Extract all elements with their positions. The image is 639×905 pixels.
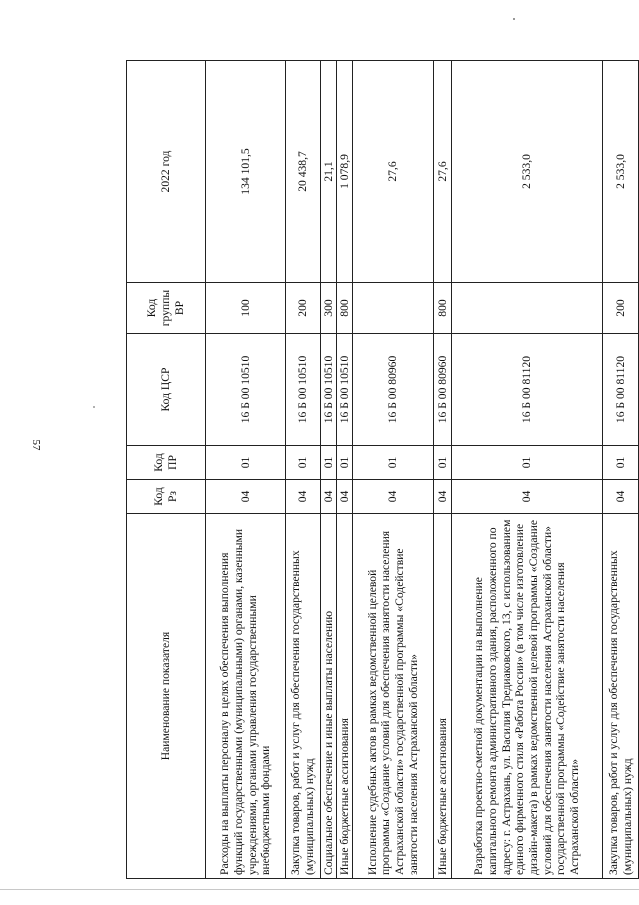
cell-rz: 04 (286, 480, 321, 514)
header-rz: Код Рз (127, 480, 206, 514)
cell-value: 27,6 (353, 61, 434, 283)
cell-value: 20 438,7 (286, 61, 321, 283)
cell-vr (452, 283, 603, 334)
cell-name: Социальное обеспечение и иные выплаты населению (321, 514, 337, 879)
cell-rz: 04 (353, 480, 434, 514)
cell-csr: 16 Б 00 81120 (603, 334, 639, 446)
cell-name: Закупка товаров, работ и услуг для обеспечения государственных (муниципальных) нужд (603, 514, 639, 879)
header-pr: Код ПР (127, 446, 206, 480)
cell-value: 27,6 (434, 61, 452, 283)
cell-csr: 16 Б 00 80960 (434, 334, 452, 446)
scan-edge-line (0, 889, 639, 890)
cell-value: 2 533,0 (603, 61, 639, 283)
cell-vr: 800 (434, 283, 452, 334)
cell-pr: 01 (286, 446, 321, 480)
page-number: 57 (30, 439, 42, 451)
cell-rz: 04 (452, 480, 603, 514)
cell-pr: 01 (603, 446, 639, 480)
cell-vr: 100 (206, 283, 286, 334)
cell-csr: 16 Б 00 10510 (321, 334, 337, 446)
cell-vr (353, 283, 434, 334)
cell-name: Закупка товаров, работ и услуг для обеспечения государственных (муниципальных) нужд (286, 514, 321, 879)
cell-rz: 04 (321, 480, 337, 514)
cell-pr: 01 (321, 446, 337, 480)
cell-pr: 01 (452, 446, 603, 480)
cell-value: 1 078,9 (337, 61, 353, 283)
cell-vr: 200 (286, 283, 321, 334)
cell-rz: 04 (434, 480, 452, 514)
table-row (337, 61, 353, 879)
cell-pr: 01 (337, 446, 353, 480)
scan-speck (93, 406, 95, 408)
header-year: 2022 год (127, 61, 206, 283)
cell-vr: 800 (337, 283, 353, 334)
budget-table (126, 60, 639, 879)
table-header-row (127, 61, 206, 879)
table-row (452, 61, 603, 879)
cell-rz: 04 (603, 480, 639, 514)
cell-rz: 04 (337, 480, 353, 514)
cell-rz: 04 (206, 480, 286, 514)
cell-pr: 01 (434, 446, 452, 480)
cell-name: Иные бюджетные ассигнования (434, 514, 452, 879)
cell-name: Разработка проектно-сметной документации на выполнение капитального ремонта административного здания, расположенного по адресу: г. Астрахань, ул. Василия Тредиаковского, 13, с использованием единого фирменного стиля «Работа России» (в том числе изготовление дизайн-макета) в рамках ведомственной целевой программы «Создание условий для обеспечения занятости населения Астраханской области» государственной программы «Содействие занятости населения Астраханской области» (452, 514, 603, 879)
table-row (353, 61, 434, 879)
cell-csr: 16 Б 00 10510 (337, 334, 353, 446)
scan-speck (513, 18, 515, 20)
header-name: Наименование показателя (127, 514, 206, 879)
cell-csr: 16 Б 00 10510 (286, 334, 321, 446)
cell-csr: 16 Б 00 10510 (206, 334, 286, 446)
table-row (206, 61, 286, 879)
cell-name: Исполнение судебных актов в рамках ведомственной целевой программы «Создание условий для обеспечения занятости населения Астраханской области» государственной программы «Содействие занятости населения Астраханской области» (353, 514, 434, 879)
cell-value: 21,1 (321, 61, 337, 283)
table-row (603, 61, 639, 879)
table-row (434, 61, 452, 879)
cell-pr: 01 (206, 446, 286, 480)
cell-csr: 16 Б 00 81120 (452, 334, 603, 446)
header-vr: Код группы ВР (127, 283, 206, 334)
rotated-table-container (126, 61, 638, 879)
cell-name: Расходы на выплаты персоналу в целях обеспечения выполнения функций государственными (муниципальными) органами, казенными учреждениями, органами управления государственными внебюджетными фондами (206, 514, 286, 879)
cell-pr: 01 (353, 446, 434, 480)
cell-value: 2 533,0 (452, 61, 603, 283)
cell-name: Иные бюджетные ассигнования (337, 514, 353, 879)
cell-vr: 200 (603, 283, 639, 334)
header-csr: Код ЦСР (127, 334, 206, 446)
cell-csr: 16 Б 00 80960 (353, 334, 434, 446)
cell-vr: 300 (321, 283, 337, 334)
cell-value: 134 101,5 (206, 61, 286, 283)
table-row (321, 61, 337, 879)
table-row (286, 61, 321, 879)
